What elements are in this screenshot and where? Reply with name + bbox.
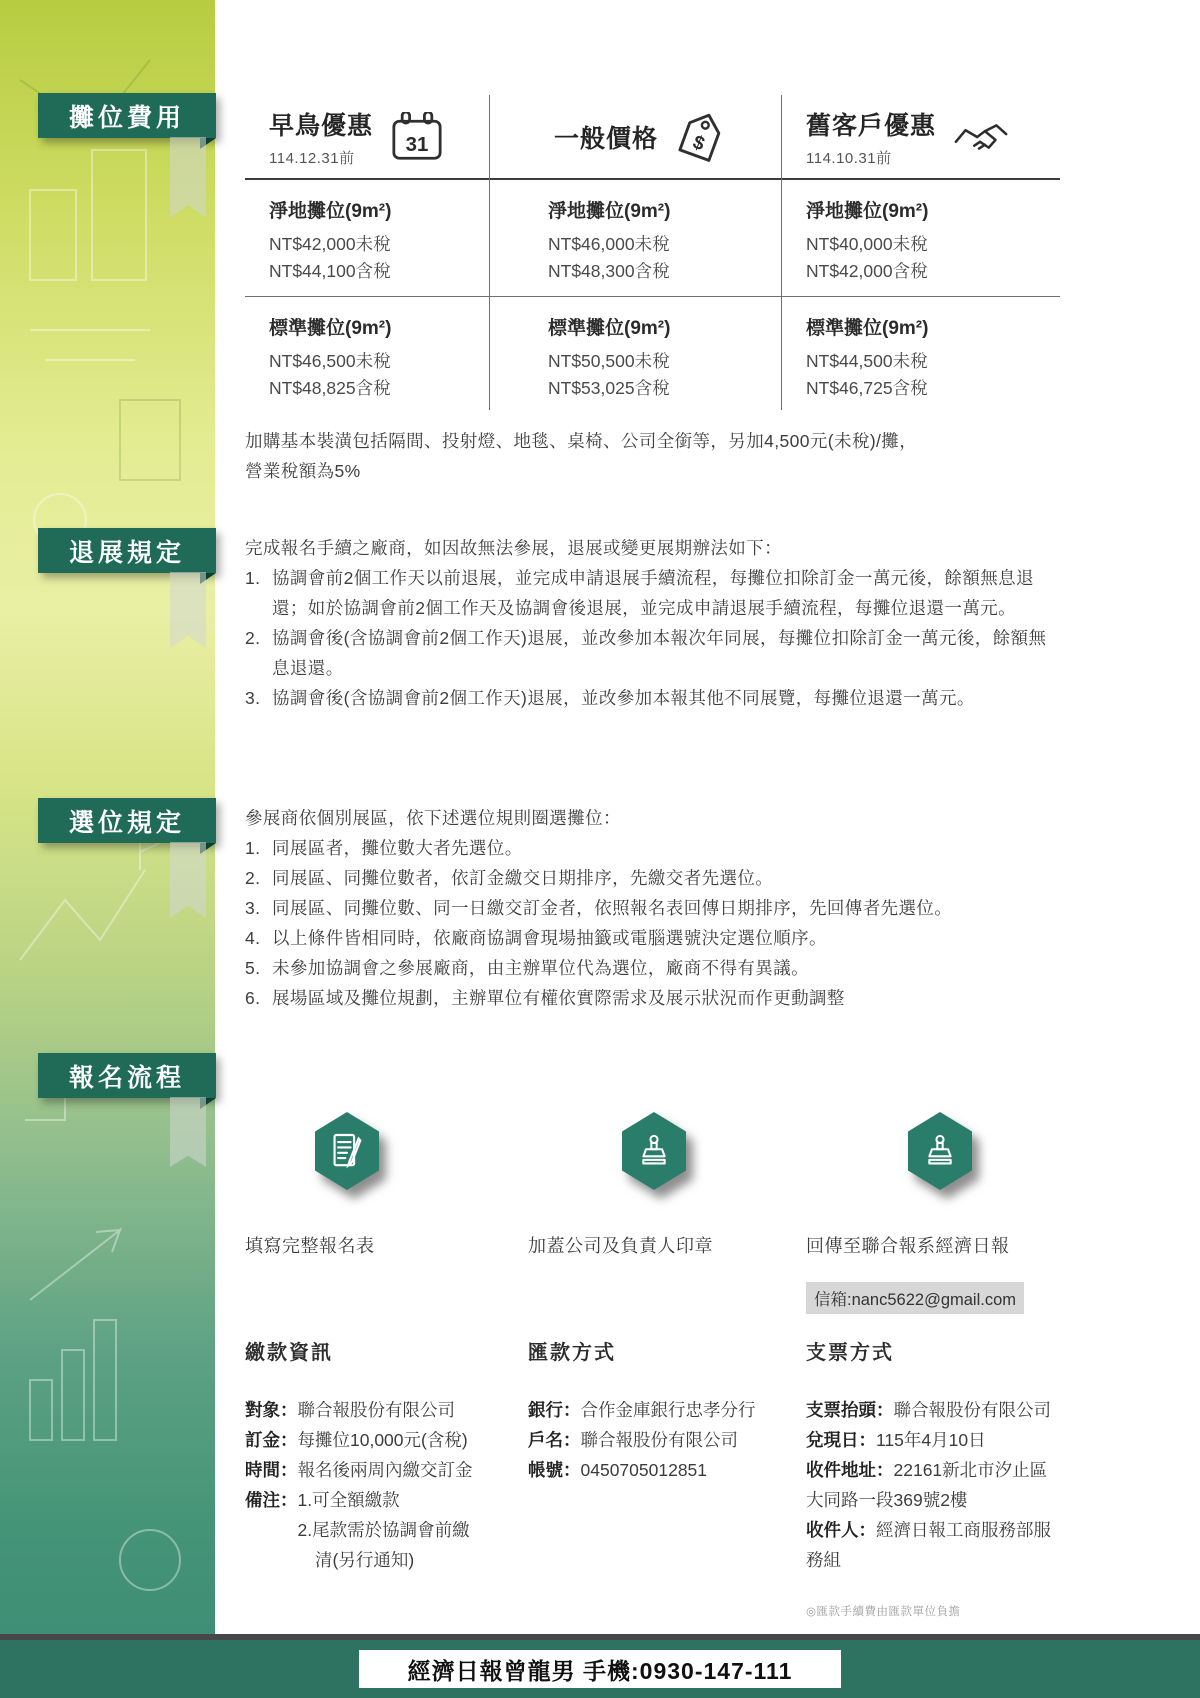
price-untaxed: NT$44,500未稅 (806, 351, 928, 371)
rule-item (245, 563, 1063, 623)
payment-line (528, 1425, 800, 1455)
badge-label: 選位規定 (68, 808, 185, 837)
price-untaxed: NT$50,500未稅 (548, 351, 670, 371)
section-badge-fees (38, 93, 216, 138)
payment-line-value: 聯合報股份有限公司 (893, 1400, 1051, 1420)
process-step-2 (622, 1112, 686, 1190)
price-cell (490, 180, 781, 297)
payment-lines (806, 1395, 1064, 1575)
booth-type: 標準攤位(9m²) (806, 318, 929, 339)
pricing-header-general (490, 95, 781, 180)
payment-line (806, 1395, 1064, 1425)
section-badge-withdrawal (38, 528, 216, 573)
price-tag-icon (674, 110, 728, 164)
price-cell (245, 180, 489, 297)
payment-line (806, 1455, 1064, 1515)
payment-line-value: 1.可全額繳款 (297, 1490, 400, 1510)
badge-label: 報名流程 (68, 1063, 185, 1092)
price-taxed: NT$42,000含稅 (806, 261, 928, 281)
payment-line-value: 經濟日報工商服務部服務組 (806, 1520, 1051, 1570)
rule-text: 協調會後(含協調會前2個工作天)退展，並改參加本報次年同展，每攤位扣除訂金一萬元後，餘額無息退還。 (272, 628, 1047, 678)
step-label-fill-form: 填寫完整報名表 (245, 1236, 375, 1256)
section-badge-process (38, 1053, 216, 1098)
note-line-1: 加購基本裝潢包括隔間、投射燈、地毯、桌椅、公司全銜等，另加4,500元(未稅)/攤， (245, 431, 918, 451)
payment-line-label: 收件地址： (806, 1460, 894, 1480)
remittance-column (528, 1336, 800, 1485)
withdrawal-rules (245, 533, 1063, 713)
price-cell (782, 297, 1060, 402)
pricing-column-returning-customer (782, 95, 1060, 410)
payment-line (528, 1395, 800, 1425)
price-cell (782, 180, 1060, 297)
selection-list (245, 833, 1063, 1013)
decoration-note (245, 426, 1063, 486)
booth-type: 淨地攤位(9m²) (806, 201, 929, 222)
calendar-icon (389, 112, 445, 162)
rule-item (245, 893, 1063, 923)
column-title: 一般價格 (554, 124, 659, 153)
pricing-header-text (269, 106, 373, 168)
payment-line-value: 報名後兩周內繳交訂金 (297, 1460, 473, 1480)
rule-text: 同展區、同攤位數、同一日繳交訂金者，依照報名表回傳日期排序，先回傳者先選位。 (272, 898, 953, 918)
pricing-column-early-bird (245, 95, 490, 410)
rule-number: 3. (245, 688, 261, 708)
payment-line-value: 22161新北市汐止區大同路一段369號2樓 (806, 1460, 1048, 1510)
rule-number: 3. (245, 898, 261, 918)
rule-item (245, 983, 1063, 1013)
pricing-column-general (490, 95, 782, 410)
payment-line-value: 115年4月10日 (876, 1430, 986, 1450)
price-taxed: NT$53,025含稅 (548, 378, 670, 398)
rule-number: 6. (245, 988, 261, 1008)
price-untaxed: NT$46,500未稅 (269, 351, 391, 371)
selection-rules (245, 803, 1063, 1013)
price-cell (245, 297, 489, 402)
stamp-icon (924, 1132, 956, 1170)
column-date: 114.12.31前 (269, 149, 355, 167)
price-cell (490, 297, 781, 402)
payment-line-label: 時間： (245, 1460, 298, 1480)
form-pencil-icon (331, 1130, 363, 1172)
rule-number: 5. (245, 958, 261, 978)
price-taxed: NT$48,825含稅 (269, 378, 391, 398)
price-untaxed: NT$42,000未稅 (269, 234, 391, 254)
payment-line (245, 1455, 527, 1485)
payment-info-column (245, 1336, 527, 1575)
step-label-stamp: 加蓋公司及負責人印章 (528, 1236, 713, 1256)
payment-line-label: 收件人： (806, 1520, 876, 1540)
payment-line (806, 1425, 1064, 1455)
pricing-header-text (806, 106, 936, 168)
payment-line (806, 1515, 1064, 1575)
hexagon-badge (622, 1112, 686, 1190)
rule-item (245, 683, 1063, 713)
rule-item (245, 623, 1063, 683)
price-untaxed: NT$46,000未稅 (548, 234, 670, 254)
payment-lines (528, 1395, 800, 1485)
payment-line-value: 每攤位10,000元(含稅) (297, 1430, 468, 1450)
footer-contact-text: 經濟日報曾龍男 手機:0930-147-111 (407, 1657, 793, 1684)
payment-line-value: 0450705012851 (580, 1460, 708, 1480)
dollar-symbol: $ (689, 131, 708, 155)
handshake-icon (952, 116, 1010, 158)
column-date: 114.10.31前 (806, 149, 892, 167)
rule-item (245, 863, 1063, 893)
booth-type: 淨地攤位(9m²) (269, 201, 392, 222)
rule-number: 1. (245, 838, 261, 858)
rule-text: 協調會前2個工作天以前退展，並完成申請退展手續流程，每攤位扣除訂金一萬元後，餘額無息退還；如於協調會前2個工作天及協調會後退展，並完成申請退展手續流程，每攤位退還一萬元。 (272, 568, 1034, 618)
payment-line-value: 2.尾款需於協調會前繳 (245, 1520, 470, 1540)
payment-line-label: 備注： (245, 1490, 298, 1510)
payment-line-label: 戶名： (528, 1430, 581, 1450)
payment-line-label: 支票抬頭： (806, 1400, 894, 1420)
rule-item (245, 923, 1063, 953)
column-title: 早鳥優惠 (269, 111, 374, 140)
rule-text: 展場區域及攤位規劃，主辦單位有權依實際需求及展示狀況而作更動調整 (272, 988, 845, 1008)
rule-item (245, 833, 1063, 863)
booth-type: 淨地攤位(9m²) (548, 201, 671, 222)
rule-number: 1. (245, 568, 261, 588)
column-title: 舊客戶優惠 (806, 111, 937, 140)
contact-email: 信箱:nanc5622@gmail.com (806, 1282, 1024, 1314)
rule-text: 協調會後(含協調會前2個工作天)退展，並改參加本報其他不同展覽，每攤位退還一萬元。 (272, 688, 975, 708)
rule-text: 同展區、同攤位數者，依訂金繳交日期排序，先繳交者先選位。 (272, 868, 774, 888)
payment-line (245, 1545, 527, 1575)
payment-lines (245, 1395, 527, 1575)
pricing-header-early-bird (245, 95, 489, 180)
payment-line-label: 帳號： (528, 1460, 581, 1480)
price-taxed: NT$46,725含稅 (806, 378, 928, 398)
check-column (806, 1336, 1064, 1619)
payment-title: 支票方式 (806, 1342, 894, 1364)
step-label-return: 回傳至聯合報系經濟日報 (806, 1236, 1010, 1256)
payment-line (245, 1515, 527, 1545)
payment-line-value: 合作金庫銀行忠孝分行 (580, 1400, 756, 1420)
price-taxed: NT$44,100含稅 (269, 261, 391, 281)
withdrawal-list (245, 563, 1063, 713)
note-line-2: 營業稅額為5% (245, 461, 361, 481)
section-badge-selection (38, 798, 216, 843)
hexagon-badge (908, 1112, 972, 1190)
badge-label: 攤位費用 (68, 103, 185, 132)
booth-type: 標準攤位(9m²) (548, 318, 671, 339)
rule-item (245, 953, 1063, 983)
footer-contact-box (359, 1650, 841, 1688)
fine-print-note: ◎匯款手續費由匯款單位負擔 (806, 1606, 961, 1618)
payment-line-label: 兌現日： (806, 1430, 876, 1450)
rule-text: 同展區者，攤位數大者先選位。 (272, 838, 523, 858)
payment-title: 匯款方式 (528, 1342, 616, 1364)
calendar-day-number: 31 (405, 133, 429, 156)
stamp-icon (638, 1132, 670, 1170)
payment-line (528, 1455, 800, 1485)
payment-line-label: 訂金： (245, 1430, 298, 1450)
badge-label: 退展規定 (68, 538, 185, 567)
payment-line-label: 銀行： (528, 1400, 581, 1420)
withdrawal-intro: 完成報名手續之廠商，如因故無法參展，退展或變更展期辦法如下： (245, 538, 782, 558)
payment-line-label: 對象： (245, 1400, 298, 1420)
rule-number: 2. (245, 628, 261, 648)
price-taxed: NT$48,300含稅 (548, 261, 670, 281)
payment-title: 繳款資訊 (245, 1342, 333, 1364)
price-untaxed: NT$40,000未稅 (806, 234, 928, 254)
payment-line (245, 1395, 527, 1425)
payment-line-value: 聯合報股份有限公司 (297, 1400, 455, 1420)
hexagon-badge (315, 1112, 379, 1190)
payment-line-value: 清(另行通知) (245, 1550, 415, 1570)
payment-line (245, 1485, 527, 1515)
process-step-1 (315, 1112, 379, 1190)
booth-type: 標準攤位(9m²) (269, 318, 392, 339)
rule-number: 2. (245, 868, 261, 888)
rule-number: 4. (245, 928, 261, 948)
process-step-3 (908, 1112, 972, 1190)
selection-intro: 參展商依個別展區，依下述選位規則圈選攤位： (245, 808, 621, 828)
rule-text: 未參加協調會之參展廠商，由主辦單位代為選位，廠商不得有異議。 (272, 958, 809, 978)
pricing-header-text (554, 119, 658, 155)
rule-text: 以上條件皆相同時，依廠商協調會現場抽籤或電腦選號決定選位順序。 (272, 928, 827, 948)
payment-line-value: 聯合報股份有限公司 (580, 1430, 738, 1450)
payment-line (245, 1425, 527, 1455)
pricing-header-returning (782, 95, 1060, 180)
